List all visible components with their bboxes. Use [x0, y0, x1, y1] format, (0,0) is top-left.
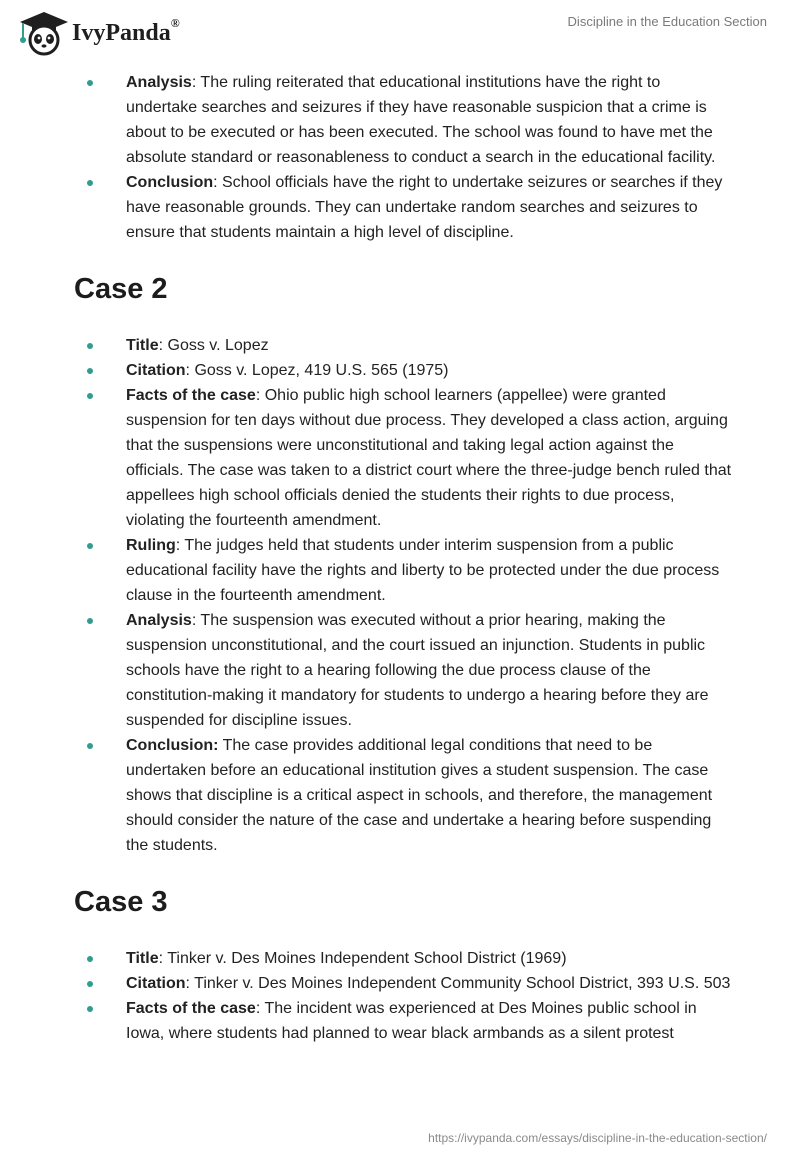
panda-graduate-icon — [14, 8, 70, 56]
document-body — [74, 70, 734, 1046]
list-item: Title: Tinker v. Des Moines Independent School District (1969) — [74, 946, 734, 971]
list-item: Analysis: The ruling reiterated that educational institutions have the right to undertake searches and seizures if they have reasonable suspicion that a crime is about to be executed or has been executed. The school was found to have met the absolute standard or reasonableness to conduct a search in the educational facility. — [74, 70, 734, 170]
brand-name: IvyPanda® — [72, 15, 180, 46]
brand-logo[interactable] — [14, 8, 180, 56]
item-label: Conclusion: — [126, 737, 219, 754]
list-item: Title: Goss v. Lopez — [74, 333, 734, 358]
item-text: The incident was experienced at Des Moines public school in Iowa, where students had planned to wear black armbands as a silent protest — [126, 1000, 697, 1042]
case2-heading: Case 2 — [74, 273, 168, 305]
case1-continued-list — [74, 70, 734, 245]
list-item: Conclusion: School officials have the right to undertake seizures or searches if they have reasonable grounds. They can undertake random searches and seizures to ensure that students maintain a high level of discipline. — [74, 170, 734, 245]
item-label: Title — [126, 950, 159, 967]
item-text: The ruling reiterated that educational institutions have the right to undertake searches and seizures if they have reasonable suspicion that a crime is about to be executed or has been executed. The school was found to have met the absolute standard or reasonableness to conduct a search in the educational facility. — [126, 74, 716, 166]
item-label: Facts of the case — [126, 387, 256, 404]
item-text: School officials have the right to undertake seizures or searches if they have reasonable grounds. They can undertake random searches and seizures to ensure that students maintain a high level of discipline. — [126, 174, 723, 241]
item-text: Tinker v. Des Moines Independent Community School District, 393 U.S. 503 — [194, 975, 731, 992]
document-title: Discipline in the Education Section — [567, 14, 767, 29]
list-item: Facts of the case: The incident was experienced at Des Moines public school in Iowa, where students had planned to wear black armbands as a silent protest — [74, 996, 734, 1046]
item-text: Ohio public high school learners (appellee) were granted suspension for ten days without due process. They developed a class action, arguing that the suspensions were unconstitutional and taking legal action against the officials. The case was taken to a district court where the three-judge bench ruled that appellees high school officials denied the students their rights to due process, violating the fourteenth amendment. — [126, 387, 732, 529]
item-label: Citation — [126, 975, 186, 992]
item-text: Goss v. Lopez — [167, 337, 269, 354]
case3-list — [74, 946, 734, 1046]
item-label: Title — [126, 337, 159, 354]
list-item: Citation: Goss v. Lopez, 419 U.S. 565 (1975) — [74, 358, 734, 383]
item-text: Tinker v. Des Moines Independent School District (1969) — [167, 950, 567, 967]
list-item — [74, 733, 734, 858]
item-label: Conclusion — [126, 174, 214, 191]
item-label: Ruling — [126, 537, 176, 554]
case2-list — [74, 333, 734, 858]
item-text: The judges held that students under interim suspension from a public educational facility have the rights and liberty to be protected under the due process clause in the fourteenth amendment. — [126, 537, 720, 604]
list-item: Facts of the case: Ohio public high school learners (appellee) were granted suspension for ten days without due process. They developed a class action, arguing that the suspensions were unconstitutional and taking legal action against the officials. The case was taken to a district court where the three-judge bench ruled that appellees high school officials denied the students their rights to due process, violating the fourteenth amendment. — [74, 383, 734, 533]
list-item: Ruling: The judges held that students under interim suspension from a public educational facility have the rights and liberty to be protected under the due process clause in the fourteenth amendment. — [74, 533, 734, 608]
item-text: The suspension was executed without a prior hearing, making the suspension unconstitutional, and the court issued an injunction. Students in public schools have the right to a hearing following the due process clause of the constitution-making it mandatory for students to undergo a hearing before they are suspended for discipline issues. — [126, 612, 709, 729]
item-text: The case provides additional legal conditions that need to be undertaken before an educational institution gives a student suspension. The case shows that discipline is a critical aspect in schools, and therefore, the management should consider the nature of the case and undertake a hearing before suspending the students. — [126, 737, 713, 854]
item-text: Goss v. Lopez, 419 U.S. 565 (1975) — [194, 362, 449, 379]
item-label: Citation — [126, 362, 186, 379]
item-label: Analysis — [126, 74, 192, 91]
item-label: Facts of the case — [126, 1000, 256, 1017]
list-item: Citation: Tinker v. Des Moines Independent Community School District, 393 U.S. 503 — [74, 971, 734, 996]
list-item: Analysis: The suspension was executed without a prior hearing, making the suspension unconstitutional, and the court issued an injunction. Students in public schools have the right to a hearing following the due process clause of the constitution-making it mandatory for students to undergo a hearing before they are suspended for discipline issues. — [74, 608, 734, 733]
source-url-link[interactable]: https://ivypanda.com/essays/discipline-in-the-education-section/ — [428, 1131, 767, 1145]
case3-heading: Case 3 — [74, 886, 168, 918]
item-label: Analysis — [126, 612, 192, 629]
